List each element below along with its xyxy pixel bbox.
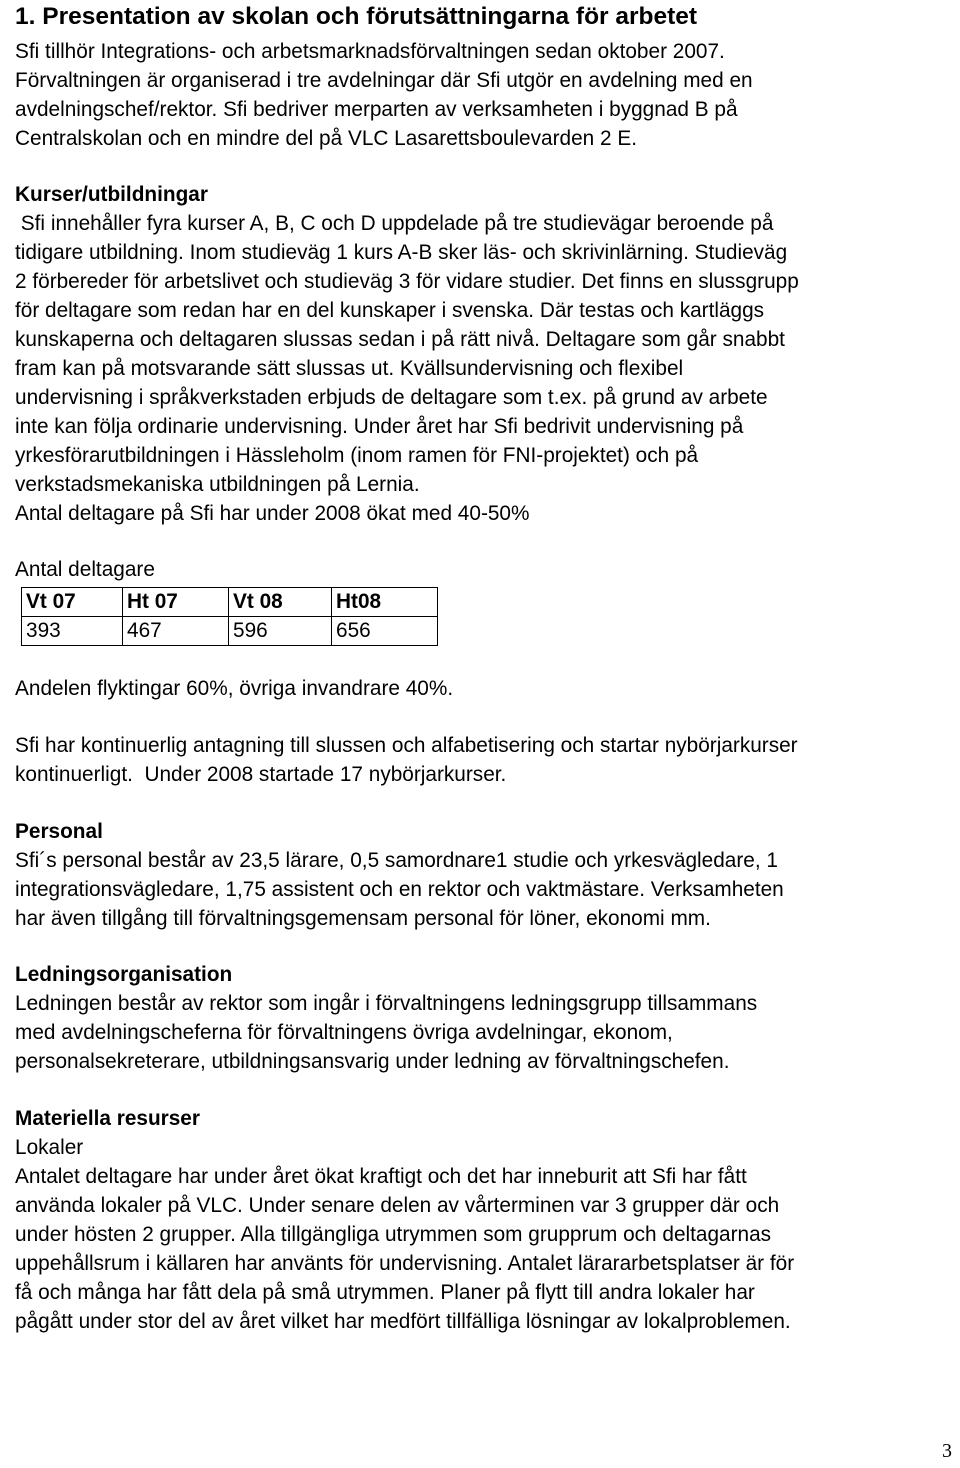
ledning-line: Ledningen består av rektor som ingår i förvaltningens ledningsgrupp tillsammans: [15, 992, 758, 1015]
table-cell: 467: [123, 617, 229, 646]
kontinuerlig-paragraph: [15, 731, 955, 789]
personal-section: [15, 817, 955, 933]
materiella-line: under hösten 2 grupper. Alla tillgängliga utrymmen som grupprum och deltagarnas: [15, 1223, 772, 1246]
table-cell: 596: [229, 617, 332, 646]
table-cell: 393: [22, 617, 123, 646]
intro-paragraph: [15, 37, 955, 153]
antal-deltagare-label-block: [15, 555, 955, 584]
kurser-heading: Kurser/utbildningar: [15, 183, 208, 206]
ledning-line: personalsekreterare, utbildningsansvarig under ledning av förvaltningschefen.: [15, 1050, 730, 1073]
kurser-line: kunskaperna och deltagaren slussas sedan i på rätt nivå. Deltagare som går snabbt: [15, 328, 785, 351]
andelen-line: Andelen flyktingar 60%, övriga invandrare 40%.: [15, 677, 454, 700]
table-cell: 656: [332, 617, 438, 646]
table-header-row: [22, 588, 438, 617]
table-header-cell: Ht08: [332, 588, 438, 617]
antal-deltagare-table: [21, 587, 438, 646]
kurser-line: inte kan följa ordinarie undervisning. Under året har Sfi bedrivit undervisning på: [15, 415, 744, 438]
table-row: [22, 617, 438, 646]
personal-line: har även tillgång till förvaltningsgemensam personal för löner, ekonomi mm.: [15, 907, 711, 930]
personal-heading: Personal: [15, 820, 103, 843]
ledning-section: [15, 960, 955, 1076]
kurser-line: yrkesförarutbildningen i Hässleholm (inom ramen för FNI-projektet) och på: [15, 444, 699, 467]
kurser-line: verkstadsmekaniska utbildningen på Lernia.: [15, 473, 420, 496]
materiella-section: [15, 1104, 955, 1336]
table-header-cell: Ht 07: [123, 588, 229, 617]
kurser-line: 2 förbereder för arbetslivet och studieväg 3 för vidare studier. Det finns en slussgrupp: [15, 270, 799, 293]
intro-line: Sfi tillhör Integrations- och arbetsmarknadsförvaltningen sedan oktober 2007.: [15, 40, 725, 63]
lokaler-subheading: Lokaler: [15, 1136, 84, 1159]
kontinuerlig-line: Sfi har kontinuerlig antagning till slussen och alfabetisering och startar nybörjarkurser: [15, 734, 798, 757]
andelen-paragraph: [15, 674, 955, 703]
personal-line: Sfi´s personal består av 23,5 lärare, 0,5 samordnare1 studie och yrkesvägledare, 1: [15, 849, 778, 872]
table-header-cell: Vt 08: [229, 588, 332, 617]
page-number: 3: [942, 1440, 952, 1462]
section-heading: 1. Presentation av skolan och förutsättningarna för arbetet: [15, 3, 698, 30]
kurser-line: Antal deltagare på Sfi har under 2008 ökat med 40-50%: [15, 502, 530, 525]
kurser-line: för deltagare som redan har en del kunskaper i svenska. Där testas och kartläggs: [15, 299, 765, 322]
ledning-heading: Ledningsorganisation: [15, 963, 233, 986]
kurser-line: fram kan på motsvarande sätt slussas ut. Kvällsundervisning och flexibel: [15, 357, 684, 380]
kurser-section: [15, 180, 955, 528]
materiella-line: pågått under stor del av året vilket har medfört tillfälliga lösningar av lokalproblemen.: [15, 1310, 791, 1333]
kontinuerlig-line: kontinuerligt. Under 2008 startade 17 nybörjarkurser.: [15, 763, 507, 786]
kurser-line: Sfi innehåller fyra kurser A, B, C och D uppdelade på tre studievägar beroende på: [15, 212, 774, 235]
materiella-line: få och många har fått dela på små utrymmen. Planer på flytt till andra lokaler har: [15, 1281, 755, 1304]
intro-line: Förvaltningen är organiserad i tre avdelningar där Sfi utgör en avdelning med en: [15, 69, 753, 92]
materiella-line: Antalet deltagare har under året ökat kraftigt och det har inneburit att Sfi har fått: [15, 1165, 747, 1188]
intro-line: Centralskolan och en mindre del på VLC Lasarettsboulevarden 2 E.: [15, 127, 637, 150]
kurser-line: undervisning i språkverkstaden erbjuds de deltagare som t.ex. på grund av arbete: [15, 386, 768, 409]
antal-deltagare-label: Antal deltagare: [15, 558, 155, 581]
table-header-cell: Vt 07: [22, 588, 123, 617]
kurser-line: tidigare utbildning. Inom studieväg 1 kurs A-B sker läs- och skrivinlärning. Studieväg: [15, 241, 788, 264]
personal-line: integrationsvägledare, 1,75 assistent och en rektor och vaktmästare. Verksamheten: [15, 878, 784, 901]
materiella-heading: Materiella resurser: [15, 1107, 200, 1130]
ledning-line: med avdelningscheferna för förvaltningens övriga avdelningar, ekonom,: [15, 1021, 673, 1044]
intro-line: avdelningschef/rektor. Sfi bedriver merparten av verksamheten i byggnad B på: [15, 98, 738, 121]
materiella-line: använda lokaler på VLC. Under senare delen av vårterminen var 3 grupper där och: [15, 1194, 780, 1217]
materiella-line: uppehållsrum i källaren har använts för undervisning. Antalet lärararbetsplatser är för: [15, 1252, 795, 1275]
